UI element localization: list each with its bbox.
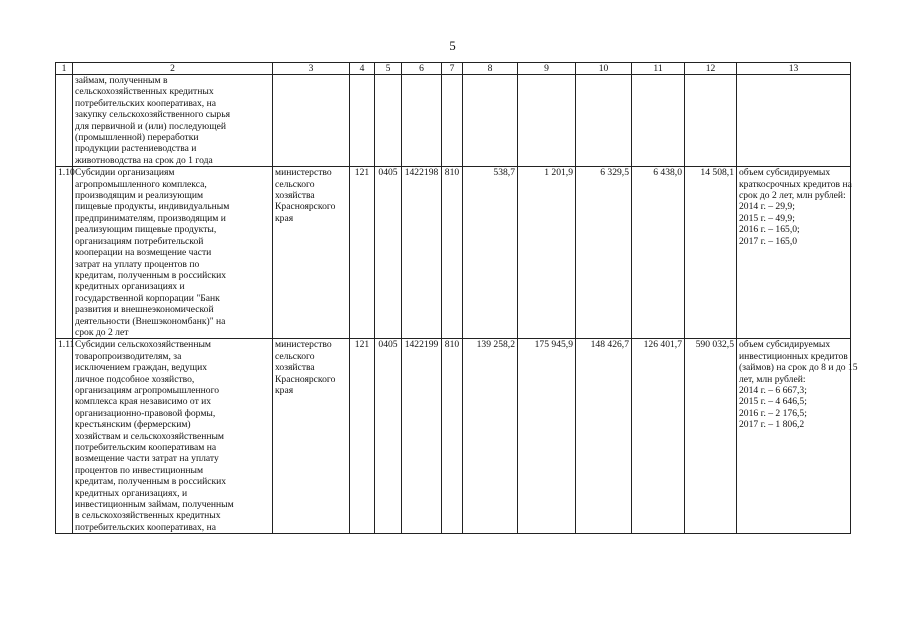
description-line: реализующим пищевые продукты, (75, 224, 217, 236)
row-number (56, 75, 73, 167)
description-line: государственной корпорации "Банк (75, 292, 220, 304)
amount-2017 (632, 75, 685, 167)
column-header: 4 (350, 63, 375, 75)
responsible-line: края (275, 212, 294, 224)
amount-2014: 538,7 (463, 167, 518, 339)
responsible-line: министерство (275, 339, 332, 351)
result-line: 2016 г. – 2 176,5; (739, 407, 807, 419)
result-line: инвестиционных кредитов (739, 350, 848, 362)
column-header: 6 (402, 63, 442, 75)
result-line: краткосрочных кредитов на (739, 178, 852, 190)
description-line: закупку сельскохозяйственного сырья (75, 109, 231, 121)
description-line: агропромышленного комплекса, (75, 178, 207, 190)
column-header: 9 (518, 63, 576, 75)
amount-total: 14 508,1 (685, 167, 737, 339)
description-line: сельскохозяйственных кредитных (75, 86, 214, 98)
description-line: личное подсобное хозяйство, (75, 373, 195, 385)
description-line: деятельности (Внешэкономбанк)" на (75, 315, 226, 327)
table-row (56, 167, 851, 339)
description-line: кредитных организациях, и (75, 487, 188, 499)
table-row (56, 75, 851, 167)
responsible-line: сельского (275, 178, 315, 190)
description-line: кредитам, полученным в российских (75, 269, 227, 281)
result-line: 2014 г. – 29,9; (739, 201, 795, 213)
description-line: Субсидии организациям (75, 167, 175, 179)
description-line: займам, полученным в (75, 75, 168, 86)
code-target: 1422199 (402, 339, 442, 534)
description-line: кооперации на возмещение части (75, 247, 212, 259)
amount-2017: 6 438,0 (632, 167, 685, 339)
column-header-row (56, 63, 851, 75)
code-grbs: 121 (350, 167, 375, 339)
code-section: 0405 (375, 167, 402, 339)
responsible-body (273, 167, 350, 339)
column-header: 7 (442, 63, 463, 75)
result-line: срок до 2 лет, млн рублей: (739, 190, 846, 202)
expected-result (737, 75, 851, 167)
column-header: 1 (56, 63, 73, 75)
amount-2014: 139 258,2 (463, 339, 518, 534)
column-header: 5 (375, 63, 402, 75)
description-line: затрат на уплату процентов по (75, 258, 200, 270)
code-grbs: 121 (350, 339, 375, 534)
result-line: (займов) на срок до 8 и до 15 (739, 362, 858, 374)
column-header: 13 (737, 63, 851, 75)
responsible-body (273, 339, 350, 534)
result-line: 2017 г. – 165,0 (739, 235, 798, 247)
description-line: кредитам, полученным в российских (75, 476, 227, 488)
result-line: 2015 г. – 49,9; (739, 212, 795, 224)
description-line: инвестиционным займам, полученным (75, 499, 234, 511)
code-target (402, 75, 442, 167)
measure-description (73, 75, 273, 167)
expected-result (737, 339, 858, 534)
amount-2015: 175 945,9 (518, 339, 576, 534)
code-expense-type: 810 (442, 339, 463, 534)
measure-description (73, 339, 273, 534)
description-line: срок до 2 лет (75, 326, 129, 338)
description-line: производящим и реализующим (75, 190, 204, 202)
result-line: 2016 г. – 165,0; (739, 224, 800, 236)
amount-2016: 148 426,7 (576, 339, 632, 534)
code-expense-type (442, 75, 463, 167)
amount-total: 590 032,5 (685, 339, 737, 534)
amount-2015 (518, 75, 576, 167)
code-target: 1422198 (402, 167, 442, 339)
column-header: 3 (273, 63, 350, 75)
description-line: возмещение части затрат на уплату (75, 453, 219, 465)
result-line: объем субсидируемых (739, 339, 831, 351)
subsidy-program-table (55, 62, 858, 534)
responsible-line: края (275, 384, 294, 396)
responsible-line: хозяйства (275, 362, 315, 374)
table-row (56, 339, 851, 534)
description-line: (промышленной) переработки (75, 132, 199, 144)
description-line: организациям потребительской (75, 235, 204, 247)
description-line: исключением граждан, ведущих (75, 362, 208, 374)
result-line: объем субсидируемых (739, 167, 831, 179)
amount-2016 (576, 75, 632, 167)
description-line: потребительских кооперативах, на (75, 97, 216, 109)
code-expense-type: 810 (442, 167, 463, 339)
description-line: организациям агропромышленного (75, 384, 220, 396)
description-line: предпринимателям, производящим и (75, 212, 226, 224)
description-line: животноводства на срок до 1 года (75, 154, 213, 166)
description-line: хозяйствам и сельскохозяйственным (75, 430, 224, 442)
description-line: пищевые продукты, индивидуальным (75, 201, 230, 213)
description-line: продукции растениеводства и (75, 143, 197, 155)
description-line: кредитных организациях и (75, 281, 185, 293)
column-header: 10 (576, 63, 632, 75)
amount-2015: 1 201,9 (518, 167, 576, 339)
code-section (375, 75, 402, 167)
description-line: в сельскохозяйственных кредитных (75, 510, 221, 522)
row-number: 1.10 (56, 167, 73, 339)
code-grbs (350, 75, 375, 167)
column-header: 12 (685, 63, 737, 75)
result-line: лет, млн рублей: (739, 373, 806, 385)
column-header: 8 (463, 63, 518, 75)
responsible-line: сельского (275, 350, 315, 362)
result-line: 2017 г. – 1 806,2 (739, 419, 805, 431)
description-line: потребительских кооперативах, на (75, 521, 216, 533)
result-line: 2014 г. – 6 667,3; (739, 384, 807, 396)
code-section: 0405 (375, 339, 402, 534)
description-line: Субсидии сельскохозяйственным (75, 339, 211, 351)
amount-2014 (463, 75, 518, 167)
description-line: процентов по инвестиционным (75, 464, 204, 476)
measure-description (73, 167, 273, 339)
row-number: 1.11 (56, 339, 73, 534)
expected-result (737, 167, 851, 339)
amount-total (685, 75, 737, 167)
responsible-body (273, 75, 350, 167)
responsible-line: министерство (275, 167, 332, 179)
description-line: потребительским кооперативам на (75, 442, 217, 453)
column-header: 11 (632, 63, 685, 75)
responsible-line: хозяйства (275, 190, 315, 202)
description-line: крестьянским (фермерским) (75, 419, 191, 431)
description-line: организационно-правовой формы, (75, 407, 216, 419)
description-line: комплекса края независимо от их (75, 396, 212, 408)
description-line: для первичной и (или) последующей (75, 120, 226, 132)
result-line: 2015 г. – 4 646,5; (739, 396, 807, 408)
description-line: развития и внешнеэкономической (75, 304, 214, 316)
column-header: 2 (73, 63, 273, 75)
amount-2017: 126 401,7 (632, 339, 685, 534)
description-line: товаропроизводителям, за (75, 350, 182, 362)
amount-2016: 6 329,5 (576, 167, 632, 339)
responsible-line: Красноярского (275, 373, 336, 385)
responsible-line: Красноярского (275, 201, 336, 213)
page-number: 5 (449, 38, 456, 53)
